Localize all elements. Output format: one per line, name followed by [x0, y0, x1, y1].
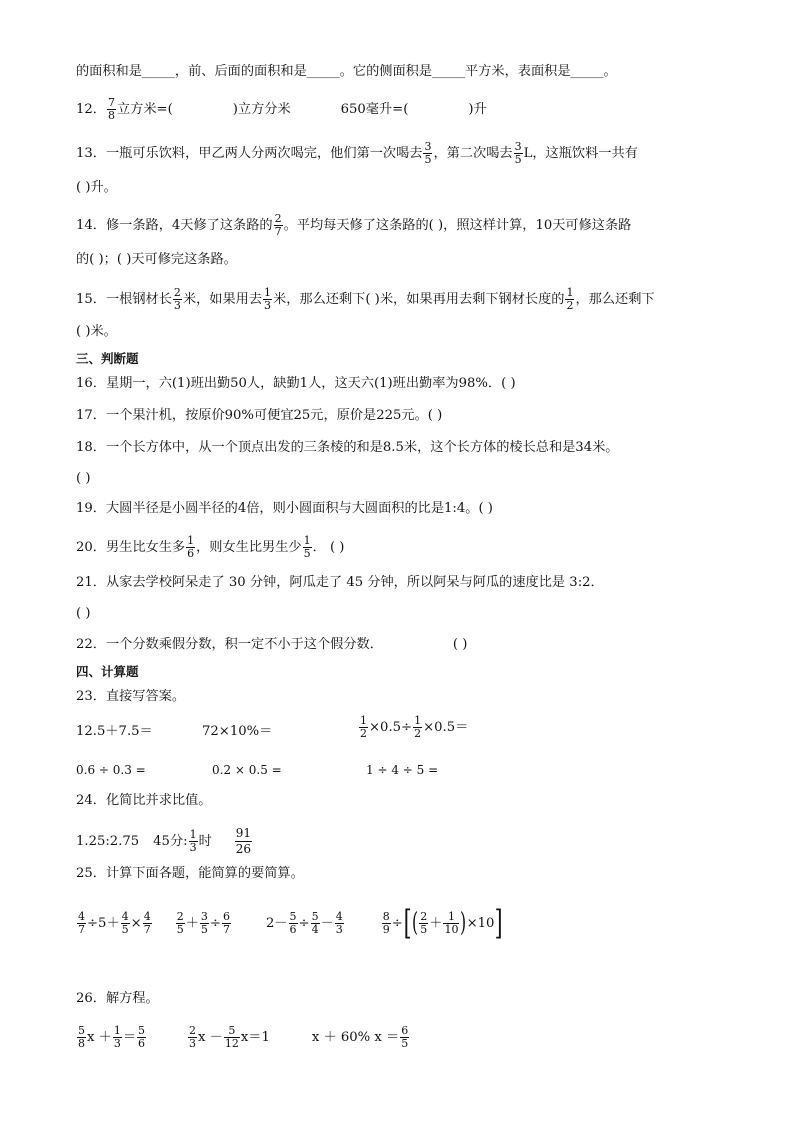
q17-line: 17．一个果汁机，按原价90%可便宜25元，原价是225元。( ): [76, 408, 443, 423]
q15-fraction-3: $\frac{1}{2}$: [566, 286, 574, 312]
q15-fraction-1: $\frac{2}{3}$: [173, 286, 181, 312]
q22-line: 22．一个分数乘假分数，积一定不小于这个假分数． ( ): [76, 637, 468, 652]
q13-fraction-1: $\frac{3}{5}$: [424, 140, 432, 166]
q15-line: 15．一根钢材长 $\frac{2}{3}$ 米，如果用去 $\frac{1}{3}$ 米，那么还剩下( )米，如果再用去剩下钢材长度的 $\frac{1}{2}$ ，那么还剩下: [76, 286, 655, 312]
q23-e6: 1 ÷ 4 ÷ 5 =: [366, 763, 439, 777]
q23-e1: 12.5＋7.5＝: [76, 724, 153, 739]
q13-fraction-2: $\frac{3}{5}$: [514, 140, 522, 166]
q26-title: 26．解方程。: [76, 991, 159, 1006]
q12-fraction: $\frac{7}{8}$: [107, 96, 115, 122]
q11-tail-text: 的面积和是_____，前、后面的面积和是_____。它的侧面积是_____平方米，表面积是_____。: [76, 64, 617, 79]
q20-fraction-1: $\frac{1}{6}$: [187, 534, 195, 560]
q26-e1: $\frac{5}{8}$ x ＋ $\frac{1}{3}$ ＝ $\frac{5}{6}$: [78, 1024, 146, 1050]
q13-line: 13．一瓶可乐饮料，甲乙两人分两次喝完，他们第一次喝去 $\frac{3}{5}$ ，第二次喝去 $\frac{3}{5}$ L，这瓶饮料一共有: [76, 140, 638, 166]
q25-e3: 2－ $\frac{5}{6}$ ÷ $\frac{5}{4}$ － $\frac{4}{3}$: [265, 909, 343, 936]
q23-e3-fraction-1: $\frac{1}{2}$: [360, 714, 367, 740]
q23-e4: 0.6 ÷ 0.3 =: [76, 763, 146, 777]
q20-line: 20．男生比女生多 $\frac{1}{6}$ ，则女生比男生少 $\frac{1}{5}$ ． ( ): [76, 534, 345, 560]
q24-e2-fraction: $\frac{1}{3}$: [189, 828, 197, 854]
q24-title: 24．化简比并求比值。: [76, 793, 212, 808]
q18-line: 18．一个长方体中，从一个顶点出发的三条棱的和是8.5米，这个长方体的棱长总和是34米。: [76, 440, 619, 455]
q23-title: 23．直接写答案。: [76, 689, 186, 704]
q12-number: 12．: [76, 102, 106, 117]
q24-e3-fraction: $\frac{91}{26}$: [235, 826, 252, 856]
q26-equations: [76, 1025, 410, 1050]
q20-fraction-2: $\frac{1}{5}$: [303, 534, 311, 560]
q14-fraction: $\frac{2}{7}$: [274, 212, 282, 238]
q25-expressions: [76, 903, 504, 943]
q23-e3-fraction-2: $\frac{1}{2}$: [414, 714, 422, 740]
q12-line: 12． $\frac{7}{8}$ 立方米=( )立方分米 650毫升=( )升: [76, 96, 487, 122]
q11-tail-line: [76, 62, 617, 82]
q26-e3: x ＋ 60% x ＝ $\frac{6}{5}$: [311, 1024, 409, 1050]
q24-expressions: 1.25:2.75 45分: $\frac{1}{3}$ 时 $\frac{91}{26}$: [76, 826, 252, 856]
q26-e2: $\frac{2}{3}$ x － $\frac{5}{12}$ x＝1: [189, 1024, 270, 1050]
q25-e1: $\frac{4}{7}$ ÷5＋ $\frac{4}{5}$ × $\frac{4}{7}$: [78, 909, 151, 936]
q25-e4: $\frac{8}{9}$ ÷[( $\frac{2}{5}$ ＋ $\frac{1}{10}$ )×10]: [382, 903, 504, 943]
q19-line: 19．大圆半径是小圆半径的4倍，则小圆面积与大圆面积的比是1:4。( ): [76, 501, 493, 516]
q23-e5: 0.2 × 0.5 =: [212, 763, 282, 777]
q25-title: 25．计算下面各题，能简算的要简算。: [76, 866, 304, 881]
q15-fraction-2: $\frac{1}{3}$: [264, 286, 272, 312]
q14-line: 14．修一条路，4天修了这条路的 $\frac{2}{7}$ 。平均每天修了这条路的( )，照这样计算，10天可修这条路: [76, 212, 632, 238]
q25-e2: $\frac{2}{5}$ ＋ $\frac{3}{5}$ ÷ $\frac{6}{7}$: [176, 909, 230, 936]
q14-line2: 的( )；( )天可修完这条路。: [76, 252, 237, 267]
section-3-title: 三、判断题: [76, 351, 139, 366]
q15-line2: ( )米。: [76, 324, 117, 339]
q16-line: 16．星期一，六(1)班出勤50人，缺勤1人，这天六(1)班出勤率为98%．( ): [76, 376, 516, 391]
q21-line2: ( ): [76, 606, 91, 621]
q13-line2: ( )升。: [76, 180, 117, 195]
q18-line2: ( ): [76, 471, 91, 486]
q23-e2: 72×10%＝: [202, 724, 273, 739]
left-bracket: [: [403, 903, 412, 943]
section-4-title: 四、计算题: [76, 664, 139, 679]
q21-line: 21．从家去学校阿呆走了 30 分钟，阿瓜走了 45 分钟，所以阿呆与阿瓜的速度比是 3:2．: [76, 575, 604, 590]
q23-e3: $\frac{1}{2}$ ×0.5÷ $\frac{1}{2}$ ×0.5＝: [360, 714, 469, 740]
q24-e1: 1.25:2.75: [76, 834, 140, 849]
right-bracket: ]: [495, 903, 504, 943]
q24-e2: 45分:: [153, 834, 188, 849]
